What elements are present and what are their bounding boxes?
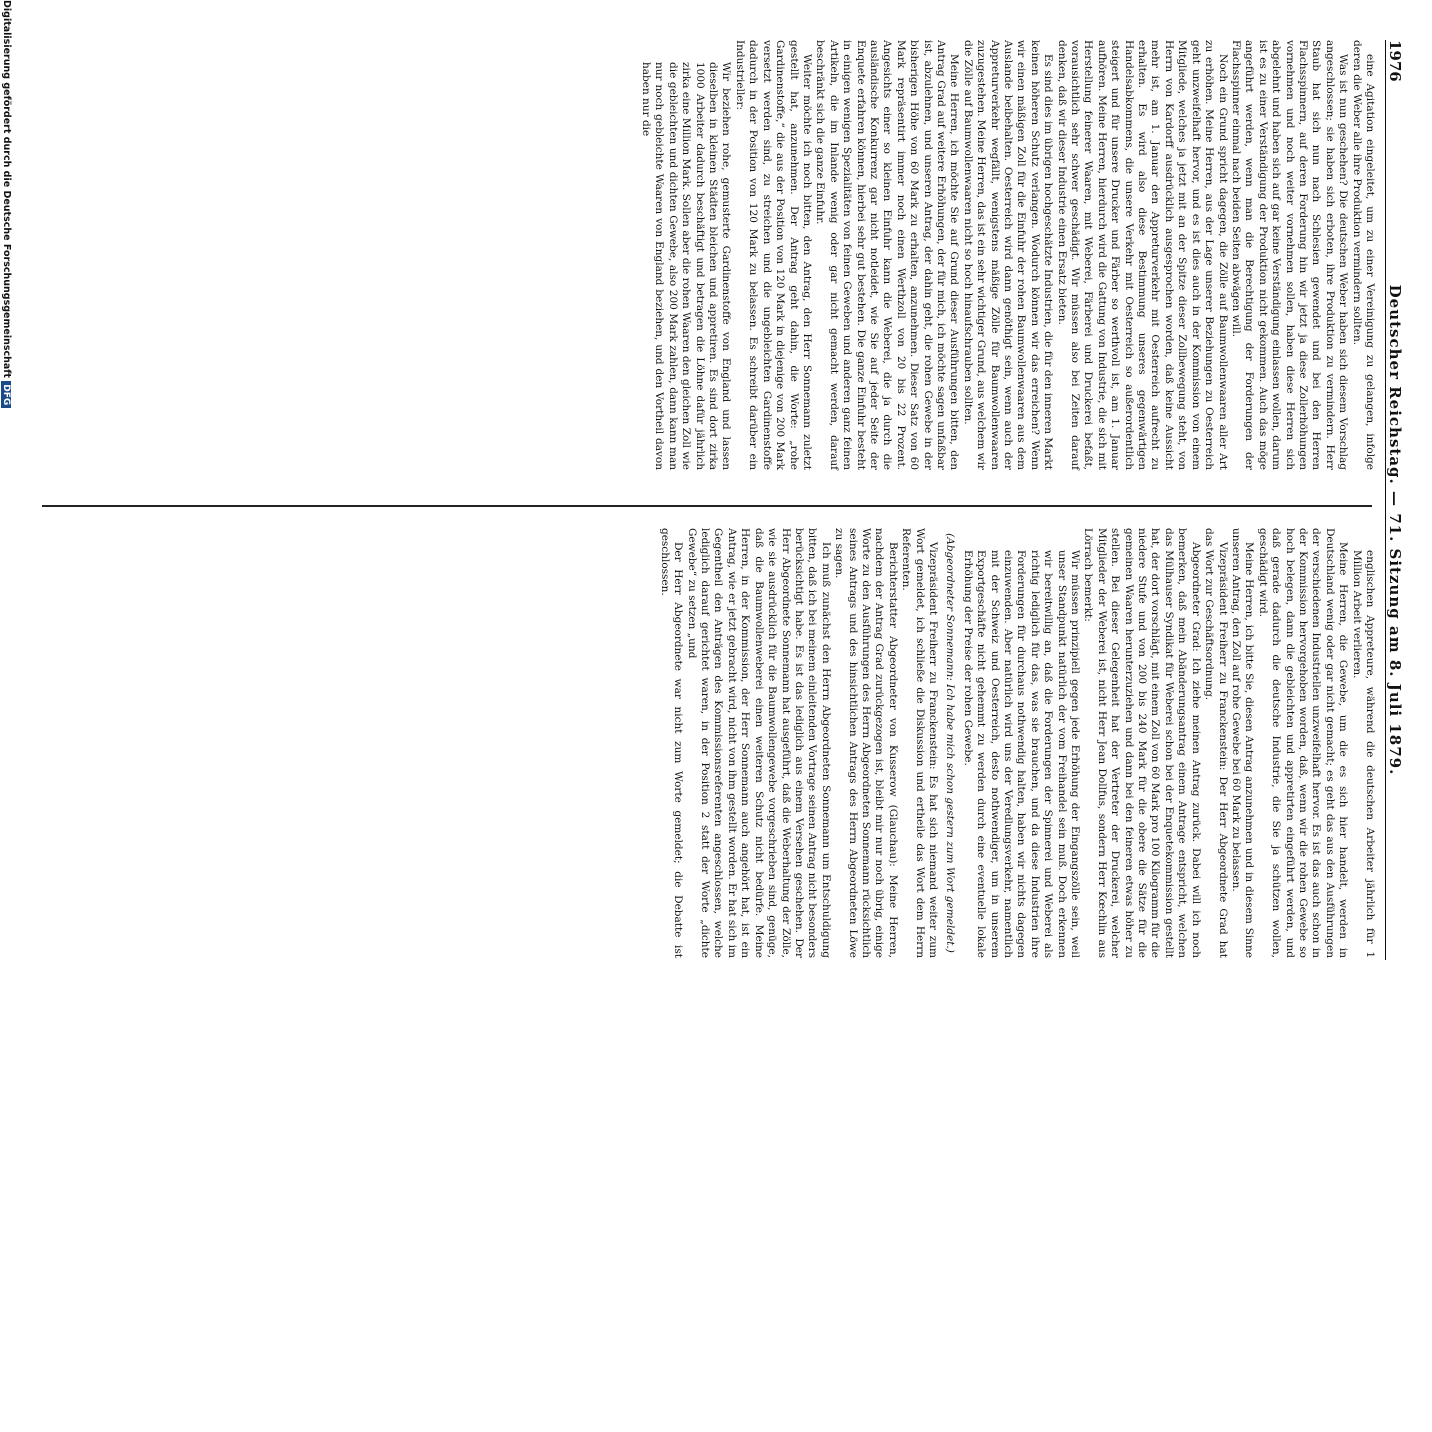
right-paragraph: Berichterstatter Abgeordneter von Kusserow (Glauchau): Meine Herren, nachdem der Antrag Grad zurückgezogen ist, bleibt mir nur noch übrig, einige Worte zu den Ausführungen des Herrn Abgeordneten Sonnemann rücksichtlich seines Antrags und des hinsichtlichen Antrags des Herrn Abgeordneten Löwe zu sagen. xyxy=(833,528,899,958)
left-quote: Wir beziehen rohe, gemusterte Gardinenstoffe von England und lassen dieselben in kleinen Städten bleichen und appretiren. Es sind dort zirka 1000 Arbeiter dadurch beschäftigt und betragen die Löhne dafür jährlich zirka eine Million Mark. Sollen aber die rohen Waaren den gleichen Zoll wie die gebleichten und dichten Gewebe, also 200 Mark zahlen, dann kann man nur noch gebleichte Waaren von England beziehen, und den Vortheil davon haben nur die xyxy=(640,62,733,470)
running-title: Deutscher Reichstag. — 71. Sitzung am 8. Juli 1879. xyxy=(1386,284,1404,776)
right-paragraph: Vizepräsident Freiherr zu Franckenstein: Der Herr Abgeordnete Grad hat das Wort zur Geschäftsordnung. xyxy=(1203,528,1229,958)
right-column xyxy=(296,528,1376,958)
right-quote: Wir müssen prinzipiell gegen jede Erhöhung der Eingangszölle sein, weil unser Standpunkt natürlich der vom Freihandel sein muß. Doch erkennen wir bereitwillig an, daß die Forderungen der Spinnerei und Weberei als richtig lediglich für das, was sie brauchen, und da diese Industrien ihre Forderungen für durchaus nothwendig halten, haben wir nichts dagegen einzuwenden. Aber natürlich wird uns der Veredlungsverkehr, namentlich mit der Schweiz und Oesterreich, desto nothwendiger, um in unserem Exportgeschäfte nicht gehemmt zu werden durch eine eventuelle lokale Erhöhung der Preise der rohen Gewebe. xyxy=(961,550,1082,958)
left-paragraph: Was ist nun geschehen? Die deutschen Weber haben sich diesem Vorschlag angeschlossen; sie haben sich erboten, ihre Produktion zu vermindern. Herr Staub hat sich nun nach Schlesien gewendet und bei den Herren Flachsspinnern, auf deren Forderung hin wir jetzt ja diese Zollerhöhungen vornehmen und noch weiter vornehmen sollen, haben diese Herren sich abgelehnt und haben sich auf gar keine Verständigung einlassen wollen, darum ist es zu einer Verständigung der Produktion nicht gekommen. Auch das möge angeführt werden, wenn man die Berechtigung der Forderungen der Flachsspinner einmal nach beiden Seiten abwägen will. xyxy=(1229,40,1350,470)
right-paragraph: Abgeordneter Grad: Ich ziehe meinen Antrag zurück. Dabei will ich noch bemerken, daß mein Abänderungsantrag einem Antrage entspricht, welchen das Mülhauser Syndikat für Weberei schon bei der Enquetekommission gestellt hat, der dort vorschlägt, mit einem Zoll von 60 Mark pro 100 Kilogramm für die niedere Stufe und von 200 bis 240 Mark für die obere die Sätze für die gemeinen Waaren herunterzuziehen und dann bei den feineren etwas höher zu stellen. Bei dieser Gelegenheit hat der Vertreter der Druckerei, welcher Mitglieder der Weberei ist, nicht Herr Jean Dollfus, sondern Herr Kœchlin aus Lörrach bemerkt: xyxy=(1082,528,1202,958)
column-divider xyxy=(42,505,1372,507)
left-paragraph: Noch ein Grund spricht dagegen, die Zölle auf Baumwollenwaaren aller Art zu erhöhen. Meine Herren, aus der Lage unserer Beziehungen zu Oesterreich geht unzweifelhaft hervor, und es ist dies auch in der Kommission von einem Mitgliede, welches ja jetzt mit an der Spitze dieser Zollbewegung steht, von Herrn von Kardorff ausdrücklich ausgesprochen worden, daß keine Aussicht mehr ist, am 1. Januar den Appreturverkehr mit Oesterreich aufrecht zu erhalten. Es wird also diese Bestimmung unseres gegenwärtigen Handelsabkommens, die unsere Verkehr mit Oesterreich so außerordentlich steigert und für unsere Drucker und Färber so werthvoll ist, am 1. Januar aufhören. Meine Herren, hierdurch wird die Gattung von Industrie, die sich mit Herstellung feinerer Waaren, mit Weberei, Färberei und Druckerei befaßt, vorausichtlich sehr schwer geschädigt. Wir müssen also bei Zeiten darauf denken, daß wir dieser Industrie einen Ersatz bieten. xyxy=(1055,40,1229,470)
left-paragraph: Meine Herren, ich möchte Sie auf Grund dieser Ausführungen bitten, den Antrag Grad auf weitere Erhöhungen, der für mich, ich möchte sagen unfaßbar ist, abzulehnen, und unseren Antrag, der dahin geht, die rohen Gewebe in der bisherigen Höhe von 60 Mark zu erhalten, anzunehmen. Dieser Satz von 60 Mark repräsentirt immer noch einen Werthzoll von 20 bis 22 Prozent. Angesichts einer so kleinen Einfuhr kann die Weberei, die ja durch die ausländische Konkurrenz gar nicht notleidet, wie Sie auf jeder Seite der Enquete erfahren können, hierbei sehr gut bestehen. Die ganze Einfuhr besteht in einigen wenigen Spezialitäten von feinen Geweben und anderen ganz feinen Artikeln, die im Inlande wenig oder gar nicht gemacht werden, darauf beschränkt sich die ganze Einfuhr. xyxy=(814,40,961,470)
left-paragraph: Es sind dies im übrigen hochgeschätzte Industrien, die für den inneren Markt keinen höheren Schutz verlangen. Wodurch können wir das erreichen? Wenn wir einen mäßigen Zoll für die Einfuhr der rohen Baumwollenwaaren aus dem Auslande beibehalten. Oesterreich wird dann genöthigt sein, wenn auch der Appreturverkehr wegfällt, wenigstens mäßige Zölle für Baumwollenwaaren zuzugestehen. Meine Herren, das ist ein sehr wichtiger Grund, aus welchem wir die Zölle auf Baumwollenwaaren nicht so hoch hinaufschrauben sollten. xyxy=(961,40,1055,470)
left-paragraph: Weiter möchte ich noch bitten, den Antrag, den Herr Sonnemann zuletzt gestellt hat, anzunehmen. Der Antrag geht dahin, die Worte: „rohe Gardinenstoffe,“ die aus der Position von 120 Mark in diejenige von 200 Mark versetzt werden sind, zu streichen und die ungebleichten Gardinenstoffe dadurch in der Position von 120 Mark zu belassen. Es schreibt darüber ein Industrieller: xyxy=(733,40,813,470)
left-column xyxy=(296,40,1376,470)
right-paragraph: Meine Herren, ich bitte Sie, diesen Antrag anzunehmen und in diesem Sinne unseren Antrag, den Zoll auf rohe Gewebe bei 60 Mark zu belassen. xyxy=(1229,528,1256,958)
dfg-logo: DFG xyxy=(1,381,11,408)
left-paragraph: eine Agitation eingeleitet, um zu einer Vereinigung zu gelangen, infolge deren die Weber alle ihre Produktion vermindern sollten. xyxy=(1350,40,1376,470)
right-paragraph: Meine Herren, die Gewebe, um die es sich hier handelt, werden in Deutschland wenig oder gar nicht gemacht; es geht das aus den Ausführungen der verschiedenen Industriellen unzweifelhaft hervor. Es ist das auch schon in der Kommission hervorgehoben worden, daß, wenn wir die rohen Gewebe so hoch belegen, dann die gebleichten und appretirten eingeführt werden, und daß gerade dadurch die deutsche Industrie, die Sie ja schützen wollen, geschädigt wird. xyxy=(1256,528,1350,958)
right-paragraph: Vizepräsident Freiherr zu Franckenstein: Es hat sich niemand weiter zum Wort gemeldet, ich schließe die Diskussion und ertheile das Wort dem Herrn Referenten. xyxy=(900,528,939,958)
right-paragraph: Ich muß zunächst den Herrn Abgeordneten Sonnemann um Entschuldigung bitten, daß ich bei meinem einleitenden Vortrage seinen Antrag nicht besonders berücksichtigt habe. Es ist das lediglich aus einem Versehen geschehen. Der Herr Abgeordnete Sonnemann hat ausgeführt, daß die Weberhaltung der Zölle, wie sie ausdrücklich für die Baumwollengewebe vorgeschrieben sind, genüge, daß die Baumwollenweberei einen weiteren Schutz nicht bedürfe. Meine Herren, in der Kommission, der Herr Sonnemann auch angehört hat, ist ein Antrag, wie er jetzt gebracht wird, nicht von ihm gestellt worden. Er hat sich im Gegentheil den Anträgen des Kommissionsreferenten angeschlossen, welche lediglich darauf gerichtet waren, in der Position 2 statt der Worte „dichte Gewebe“ zu setzen „und xyxy=(685,528,832,958)
page-number: 1976 xyxy=(1386,40,1404,82)
sidebar-credit xyxy=(0,0,14,1000)
page-header xyxy=(1385,40,1412,960)
right-interjection: (Abgeordneter Sonnemann: Ich habe mich schon gestern zum Wort gemeldet.) xyxy=(944,533,957,953)
credit-text: Digitalisierung gefördert durch die Deutsche Forschungsgemeinschaft xyxy=(1,0,12,378)
right-closing: Der Herr Abgeordnete war nicht zum Worte gemeldet; die Debatte ist geschlossen. xyxy=(658,528,685,958)
right-quote: englischen Appreteure, während die deutschen Arbeiter jährlich für 1 Million Arbeit verlieren. xyxy=(1350,550,1376,958)
